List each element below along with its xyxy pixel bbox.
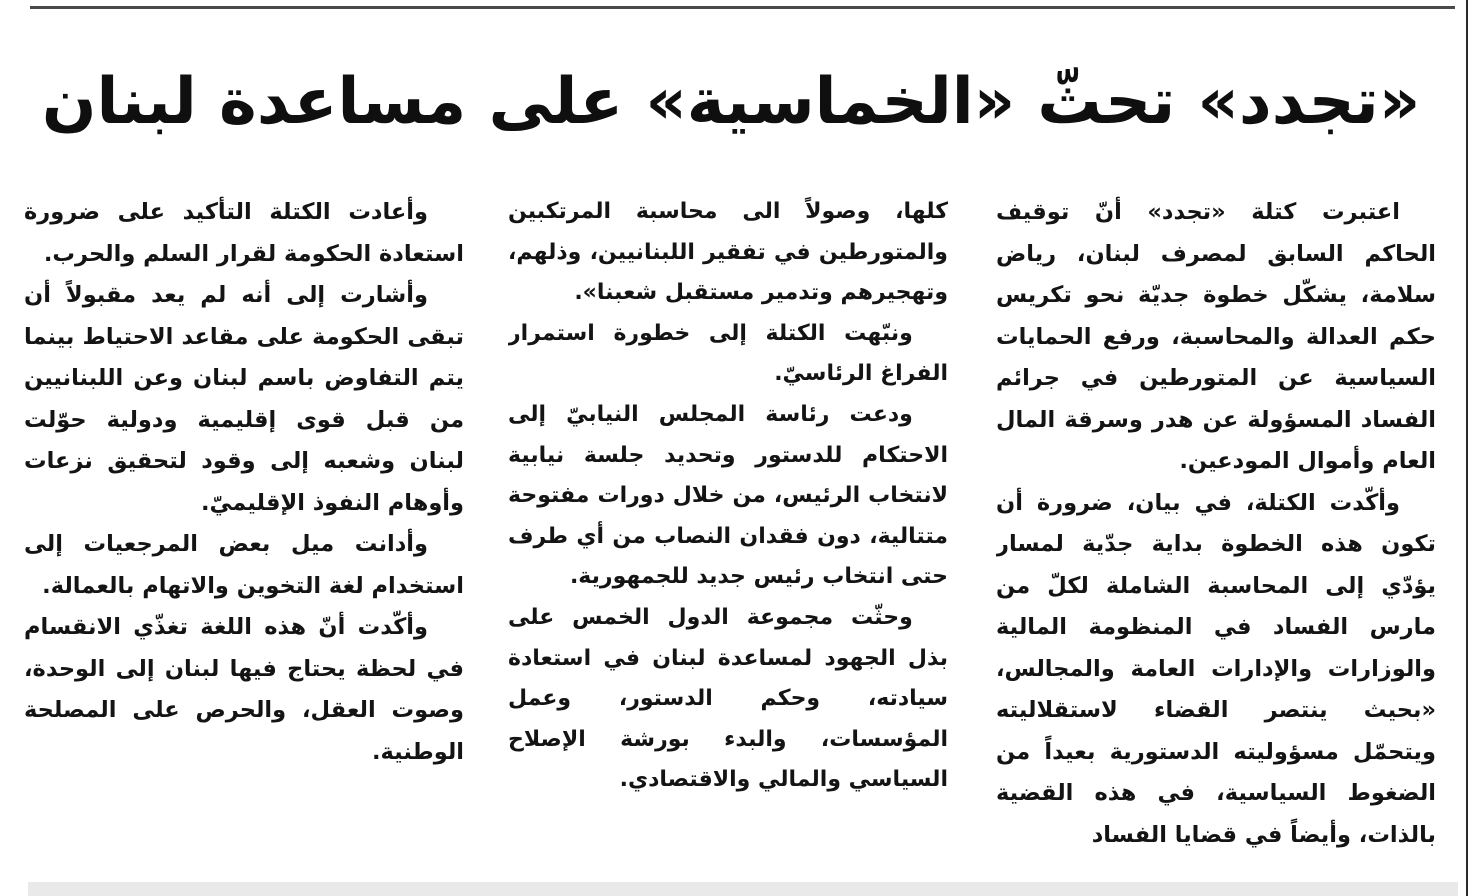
paragraph: وأكّدت أنّ هذه اللغة تغذّي الانقسام في لحظة يحتاج فيها لبنان إلى الوحدة، وصوت العقل، والحرص على المصلحة الوطنية. <box>24 614 464 765</box>
article-column-1 <box>996 192 1436 862</box>
paragraph: ونبّهت الكتلة إلى خطورة استمرار الفراغ الرئاسيّ. <box>508 320 948 387</box>
paragraph: وأشارت إلى أنه لم يعد مقبولاً أن تبقى الحكومة على مقاعد الاحتياط بينما يتم التفاوض باسم لبنان وعن اللبنانيين من قبل قوى إقليمية ودولية حوّلت لبنان وشعبه إلى وقود لتحقيق نزعات وأوهام النفوذ الإقليميّ. <box>24 282 464 516</box>
paragraph: كلها، وصولاً الى محاسبة المرتكبين والمتورطين في تفقير اللبنانيين، وذلهم، وتهجيرهم وتدمير مستقبل شعبنا». <box>508 199 948 306</box>
paragraph: وأدانت ميل بعض المرجعيات إلى استخدام لغة التخوين والاتهام بالعمالة. <box>24 531 464 599</box>
paragraph: وحثّت مجموعة الدول الخمس على بذل الجهود لمساعدة لبنان في استعادة سيادته، وحكم الدستور، وعمل المؤسسات، والبدء بورشة الإصلاح السياسي والمالي والاقتصادي. <box>508 604 948 793</box>
paragraph: وأعادت الكتلة التأكيد على ضرورة استعادة الحكومة لقرار السلم والحرب. <box>24 199 464 267</box>
article-column-2 <box>508 192 948 862</box>
right-column-rule <box>1466 0 1468 896</box>
bottom-strip <box>28 882 1458 896</box>
top-rule <box>30 6 1455 9</box>
article-headline: «تجدد» تحثّ «الخماسية» على مساعدة لبنان <box>41 65 1421 139</box>
article-column-3 <box>24 192 464 862</box>
paragraph: اعتبرت كتلة «تجدد» أنّ توقيف الحاكم السابق لمصرف لبنان، رياض سلامة، يشكّل خطوة جديّة نحو تكريس حكم العدالة والمحاسبة، ورفع الحمايات السياسية عن المتورطين في جرائم الفساد المسؤولة عن هدر وسرقة المال العام وأموال المودعين. <box>996 199 1436 474</box>
paragraph: وأكّدت الكتلة، في بيان، ضرورة أن تكون هذه الخطوة بداية جدّية لمسار يؤدّي إلى المحاسبة الشاملة لكلّ من مارس الفساد في المنظومة المالية والوزارات والإدارات العامة والمجالس، «بحيث ينتصر القضاء لاستقلاليته ويتحمّل مسؤوليته الدستورية بعيداً من الضغوط السياسية، في هذه القضية بالذات، وأيضاً في قضايا الفساد <box>996 489 1436 848</box>
paragraph: ودعت رئاسة المجلس النيابيّ إلى الاحتكام للدستور وتحديد جلسة نيابية لانتخاب الرئيس، من خلال دورات مفتوحة متتالية، دون فقدان النصاب من أي طرف حتى انتخاب رئيس جديد للجمهورية. <box>508 401 948 590</box>
